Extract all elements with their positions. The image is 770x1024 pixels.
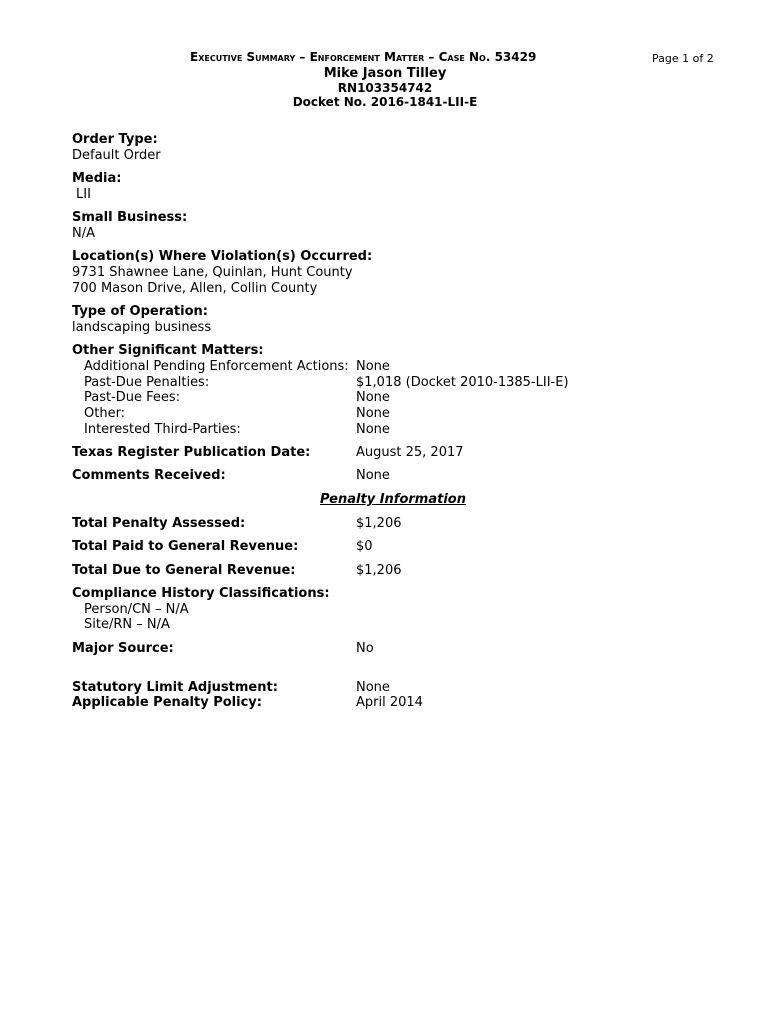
penalty-assessed-label: Total Penalty Assessed:: [72, 516, 246, 531]
document-title: Executive Summary – Enforcement Matter – Case No. 53429: [190, 50, 537, 64]
statutory-value: None: [356, 680, 390, 695]
other-matter-value: $1,018 (Docket 2010-1385-LII-E): [356, 375, 569, 390]
other-matter-label: Interested Third-Parties:: [84, 422, 241, 437]
other-matter-label: Past-Due Penalties:: [84, 375, 210, 390]
rn-number: RN103354742: [337, 81, 433, 95]
media-value: LII: [76, 187, 91, 202]
major-source-value: No: [356, 641, 374, 656]
compliance-label: Compliance History Classifications:: [72, 586, 330, 601]
policy-label: Applicable Penalty Policy:: [72, 695, 262, 710]
penalty-assessed-value: $1,206: [356, 516, 402, 531]
publication-value: August 25, 2017: [356, 445, 464, 460]
statutory-label: Statutory Limit Adjustment:: [72, 680, 278, 695]
major-source-label: Major Source:: [72, 641, 174, 656]
docket-number: Docket No. 2016-1841-LII-E: [292, 95, 478, 109]
other-matter-value: None: [356, 406, 390, 421]
penalty-due-value: $1,206: [356, 563, 402, 578]
small-business-label: Small Business:: [72, 210, 188, 225]
penalty-due-label: Total Due to General Revenue:: [72, 563, 296, 578]
other-matter-label: Past-Due Fees:: [84, 390, 181, 405]
media-label: Media:: [72, 171, 122, 186]
other-matter-value: None: [356, 390, 390, 405]
respondent-name: Mike Jason Tilley: [323, 66, 447, 81]
policy-value: April 2014: [356, 695, 423, 710]
comments-label: Comments Received:: [72, 468, 226, 483]
penalty-paid-value: $0: [356, 539, 373, 554]
other-matter-label: Additional Pending Enforcement Actions:: [84, 359, 349, 374]
other-matters-label: Other Significant Matters:: [72, 343, 264, 358]
penalty-heading: Penalty Information: [320, 492, 466, 507]
order-type-value: Default Order: [72, 148, 161, 163]
operation-value: landscaping business: [72, 320, 212, 335]
operation-label: Type of Operation:: [72, 304, 208, 319]
compliance-line: Person/CN – N/A: [84, 602, 189, 617]
comments-value: None: [356, 468, 390, 483]
other-matter-label: Other:: [84, 406, 126, 421]
other-matter-value: None: [356, 422, 390, 437]
compliance-line: Site/RN – N/A: [84, 617, 170, 632]
page-number: Page 1 of 2: [652, 52, 714, 65]
order-type-label: Order Type:: [72, 132, 158, 147]
penalty-paid-label: Total Paid to General Revenue:: [72, 539, 299, 554]
other-matter-value: None: [356, 359, 390, 374]
location-line: 9731 Shawnee Lane, Quinlan, Hunt County: [72, 265, 353, 280]
small-business-value: N/A: [72, 226, 95, 241]
publication-label: Texas Register Publication Date:: [72, 445, 311, 460]
location-line: 700 Mason Drive, Allen, Collin County: [72, 281, 318, 296]
locations-label: Location(s) Where Violation(s) Occurred:: [72, 249, 373, 264]
